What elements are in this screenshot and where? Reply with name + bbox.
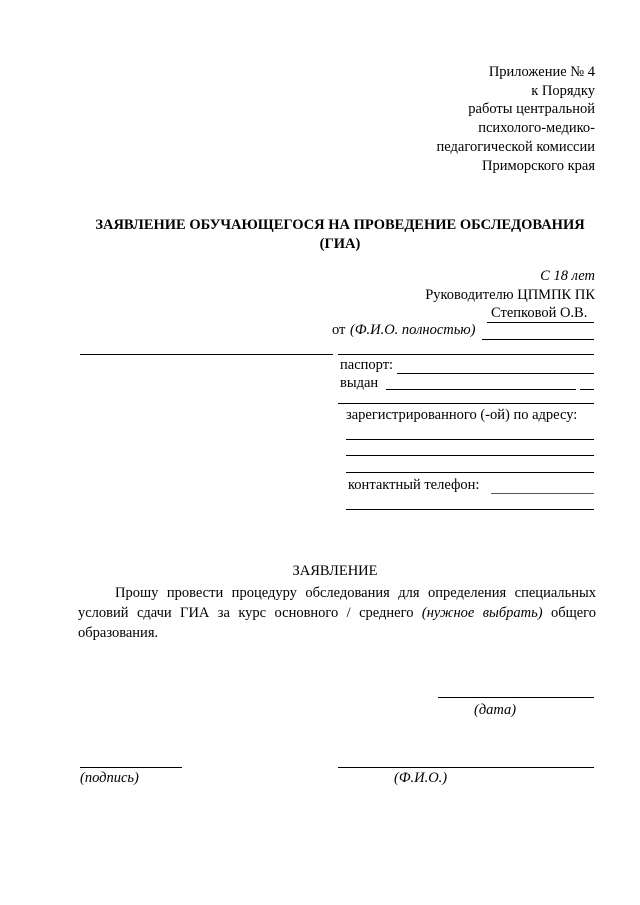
date-label: (дата) <box>474 702 517 718</box>
appendix-reference <box>437 63 595 175</box>
appendix-line: психолого-медико- <box>478 120 595 137</box>
passport-label: паспорт: <box>340 357 394 373</box>
issued-field-extra[interactable] <box>338 403 594 404</box>
contact-phone-label: контактный телефон: <box>348 477 480 493</box>
registered-address-label: зарегистрированного (-ой) по адресу: <box>346 407 578 423</box>
appendix-line: педагогической комиссии <box>436 138 595 155</box>
appendix-line: к Порядку <box>531 82 595 99</box>
date-field[interactable] <box>438 697 594 698</box>
address-line-2[interactable] <box>346 455 594 456</box>
statement-text-part2: общего образования. <box>78 605 597 641</box>
issued-field-tail[interactable] <box>580 389 594 390</box>
age-note: С 18 лет <box>540 268 595 284</box>
addressee-name: Степковой О.В. <box>491 305 588 321</box>
statement-heading: ЗАЯВЛЕНИЕ <box>292 563 378 579</box>
signature-label: (подпись) <box>80 770 139 786</box>
statement-text-part1: Прошу провести процедуру обследования для определения специальных условий сдачи ГИА за курс основного / среднего <box>78 585 596 621</box>
document-title-line2: (ГИА) <box>319 236 361 252</box>
appendix-line: Приморского края <box>481 157 595 174</box>
signature-field[interactable] <box>80 767 182 768</box>
name-line-right[interactable] <box>338 354 594 355</box>
appendix-line: работы центральной <box>468 101 595 118</box>
name-line-left[interactable] <box>80 354 333 355</box>
statement-body <box>78 583 596 643</box>
issued-field[interactable] <box>386 389 576 390</box>
statement-choice-hint: (нужное выбрать) <box>421 605 543 621</box>
address-line-1[interactable] <box>346 439 594 440</box>
document-title <box>60 216 620 254</box>
address-line-3[interactable] <box>346 472 594 473</box>
addressee-title: Руководителю ЦПМПК ПК <box>425 287 595 303</box>
contact-phone-extra-line[interactable] <box>346 509 594 510</box>
document-title-line1: ЗАЯВЛЕНИЕ ОБУЧАЮЩЕГОСЯ НА ПРОВЕДЕНИЕ ОБСЛЕДОВАНИЯ <box>95 217 585 233</box>
full-name-label: (Ф.И.О.) <box>394 770 448 786</box>
from-prefix: от <box>332 322 346 338</box>
issued-label: выдан <box>340 375 379 391</box>
from-name-field[interactable] <box>482 339 594 340</box>
from-name-hint: (Ф.И.О. полностью) <box>350 322 476 338</box>
full-name-field[interactable] <box>338 767 594 768</box>
addressee-name-underline <box>487 322 594 323</box>
appendix-line: Приложение № 4 <box>488 64 595 80</box>
contact-phone-field[interactable] <box>491 493 594 494</box>
passport-field[interactable] <box>397 373 594 374</box>
